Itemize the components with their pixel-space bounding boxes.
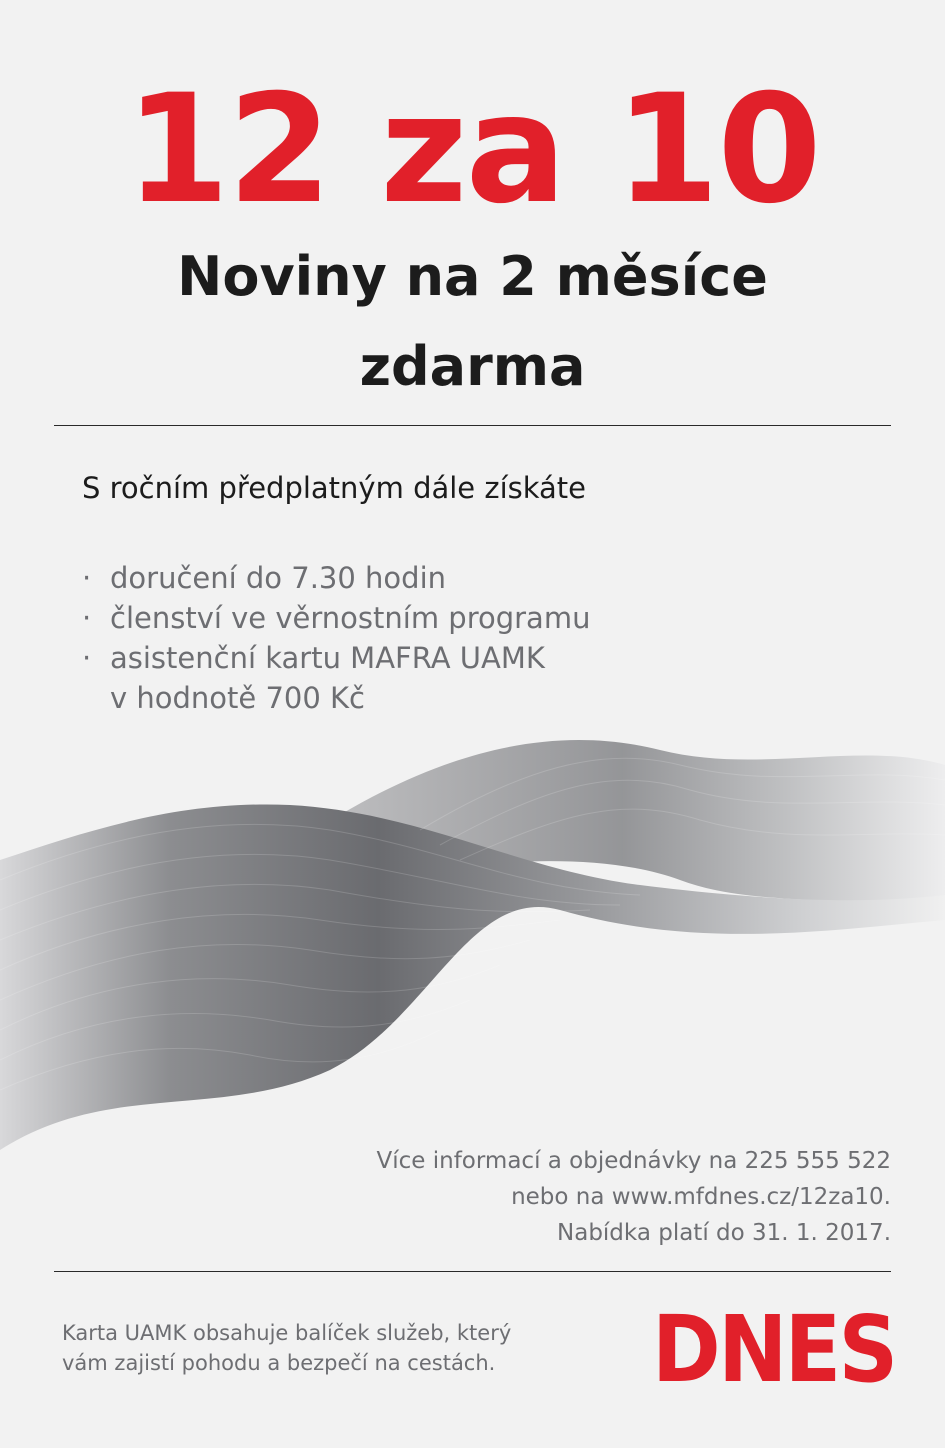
dnes-logo: DNES xyxy=(651,1296,895,1403)
benefit-text-continuation: v hodnotě 700 Kč xyxy=(110,681,365,715)
benefit-text: asistenční kartu MAFRA UAMK xyxy=(110,641,545,675)
list-item xyxy=(82,638,590,678)
footnote xyxy=(62,1318,511,1378)
bullet-icon: · xyxy=(82,641,92,675)
bullet-icon: · xyxy=(82,561,92,595)
benefit-list xyxy=(82,558,590,718)
contact-line-web: nebo na www.mfdnes.cz/12za10. xyxy=(511,1184,891,1210)
wave-graphic xyxy=(0,720,945,1160)
bottom-divider xyxy=(54,1271,891,1272)
list-item xyxy=(82,558,590,598)
footnote-line-2: vám zajistí pohodu a bezpečí na cestách. xyxy=(62,1351,496,1375)
benefit-text: členství ve věrnostním programu xyxy=(110,601,591,635)
bullet-icon: · xyxy=(82,601,92,635)
subheadline-line-2: zdarma xyxy=(359,335,586,398)
contact-line-phone: Více informací a objednávky na 225 555 522 xyxy=(376,1148,891,1174)
offer-validity: Nabídka platí do 31. 1. 2017. xyxy=(557,1220,891,1246)
benefit-text: doručení do 7.30 hodin xyxy=(110,561,447,595)
top-divider xyxy=(54,425,891,426)
contact-info xyxy=(377,1143,892,1251)
footnote-line-1: Karta UAMK obsahuje balíček služeb, který xyxy=(62,1321,512,1345)
benefits-intro: S ročním předplatným dále získáte xyxy=(82,471,587,505)
headline: 12 za 10 xyxy=(125,63,820,237)
subheadline-line-1: Noviny na 2 měsíce xyxy=(177,245,768,308)
list-item xyxy=(82,598,590,638)
